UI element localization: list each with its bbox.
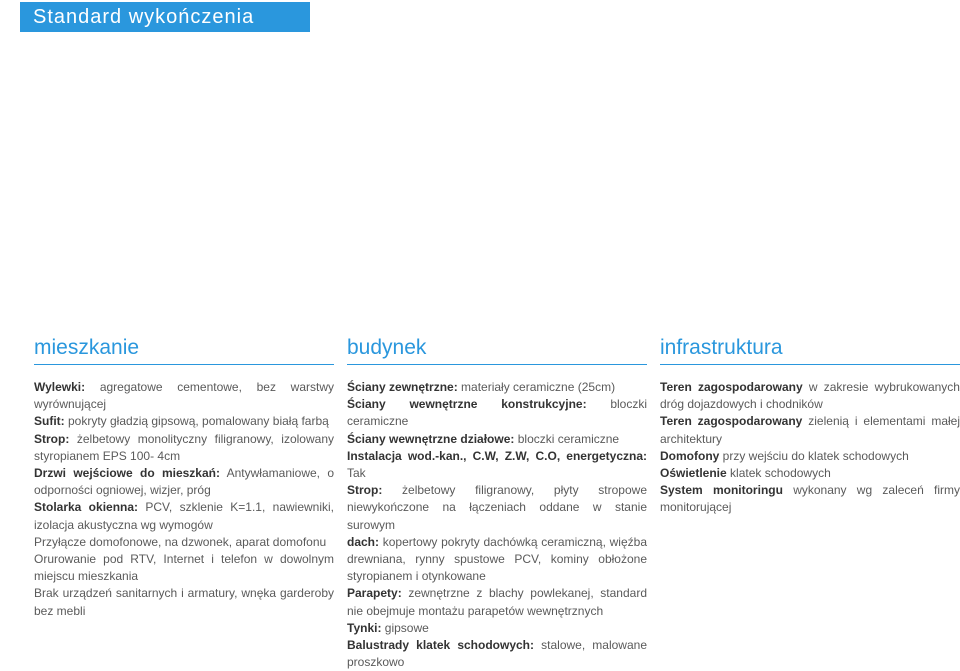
spec-text: żelbetowy monolityczny filigranowy, izolowany styropianem EPS 100- 4cm [34, 431, 334, 463]
spec-text: PCV, szklenie K=1.1, nawiewniki, izolacja akustyczna wg wymogów [34, 500, 335, 532]
spec-item [34, 534, 334, 551]
heading-divider [347, 364, 647, 365]
spec-text: żelbetowy filigranowy, płyty stropowe niewykończone na łączeniach oddane w stanie surowym [347, 483, 647, 532]
heading-divider [34, 364, 334, 365]
section-heading: mieszkanie [34, 336, 140, 359]
spec-text: materiały ceramiczne (25cm) [457, 380, 616, 394]
spec-label: Drzwi wejściowe do mieszkań: [34, 466, 220, 481]
spec-item [34, 585, 334, 619]
spec-label: Strop: [347, 483, 383, 498]
spec-item [347, 585, 647, 619]
column-infrastruktura [660, 334, 960, 517]
spec-label: Ściany wewnętrzne konstrukcyjne: [347, 397, 587, 412]
section-heading: infrastruktura [660, 336, 783, 359]
spec-item [34, 551, 334, 585]
column-budynek [347, 334, 647, 671]
spec-text: w zakresie wybrukowanych dróg dojazdowych i chodników [660, 380, 960, 412]
spec-item [34, 499, 334, 533]
spec-text: bloczki ceramiczne [347, 397, 648, 429]
spec-text: klatek schodowych [726, 466, 831, 481]
column-mieszkanie [34, 334, 334, 620]
spec-label: Parapety: [347, 586, 402, 601]
spec-text: Antywłamaniowe, o odporności ogniowej, wizjer, próg [34, 466, 334, 498]
spec-text: wykonany wg zaleceń firmy monitorującej [660, 483, 960, 515]
spec-label: Teren zagospodarowany [660, 380, 803, 394]
spec-label: Sufit: [34, 414, 65, 429]
spec-label: Wylewki: [34, 380, 86, 394]
spec-item [660, 448, 960, 465]
spec-label: Strop: [34, 431, 70, 446]
spec-item [660, 465, 960, 482]
spec-item [347, 396, 647, 430]
spec-text: zewnętrzne z blachy powlekanej, standard nie obejmuje montażu parapetów wewnętrznych [347, 586, 647, 618]
spec-label: Stolarka okienna: [34, 500, 139, 515]
spec-item [34, 431, 334, 465]
spec-label: dach: [347, 534, 380, 549]
header-banner [20, 2, 310, 32]
spec-text: Brak urządzeń sanitarnych i armatury, wnęka garderoby bez mebli [34, 586, 334, 618]
spec-text: Orurowanie pod RTV, Internet i telefon w dowolnym miejscu mieszkania [34, 552, 334, 584]
spec-item [34, 413, 334, 430]
spec-text: przy wejściu do klatek schodowych [719, 448, 909, 463]
spec-item [660, 482, 960, 516]
spec-item [660, 379, 960, 413]
spec-text: zielenią i elementami małej architektury [660, 414, 960, 446]
spec-label: Tynki: [347, 620, 382, 635]
spec-text: kopertowy pokryty dachówką ceramiczną, więźba drewniana, rynny spustowe PCV, kominy obłożone styropianem i otynkowane [347, 534, 647, 584]
spec-item [347, 534, 647, 586]
spec-item [347, 482, 647, 534]
page-title: Standard wykończenia [33, 6, 255, 28]
spec-text: stalowe, malowane proszkowo [347, 638, 647, 670]
spec-text: pokryty gładzią gipsową, pomalowany białą farbą [64, 414, 329, 429]
spec-item [347, 379, 647, 396]
spec-text: Przyłącze domofonowe, na dzwonek, aparat domofonu [34, 534, 327, 549]
spec-item [347, 620, 647, 637]
spec-item [34, 465, 334, 499]
spec-item [34, 379, 334, 413]
spec-text: gipsowe [381, 620, 429, 635]
section-heading: budynek [347, 336, 427, 359]
section-body [347, 379, 647, 671]
spec-text: bloczki ceramiczne [514, 431, 620, 446]
spec-item [347, 637, 647, 671]
spec-label: Ściany zewnętrzne: [347, 380, 458, 394]
spec-text: agregatowe cementowe, bez warstwy wyrównującej [34, 380, 334, 412]
spec-label: Teren zagospodarowany [660, 414, 803, 429]
spec-text: Tak [347, 466, 366, 481]
section-body [34, 379, 334, 620]
spec-item [660, 413, 960, 447]
spec-item [347, 448, 647, 482]
spec-label: Oświetlenie [660, 466, 727, 481]
heading-divider [660, 364, 960, 365]
spec-label: Balustrady klatek schodowych: [347, 638, 534, 653]
spec-label: System monitoringu [660, 483, 783, 498]
spec-item [347, 431, 647, 448]
spec-label: Ściany wewnętrzne działowe: [347, 431, 515, 446]
section-body [660, 379, 960, 517]
spec-label: Instalacja wod.-kan., C.W, Z.W, C.O, energetyczna: [347, 448, 647, 463]
spec-label: Domofony [660, 448, 720, 463]
